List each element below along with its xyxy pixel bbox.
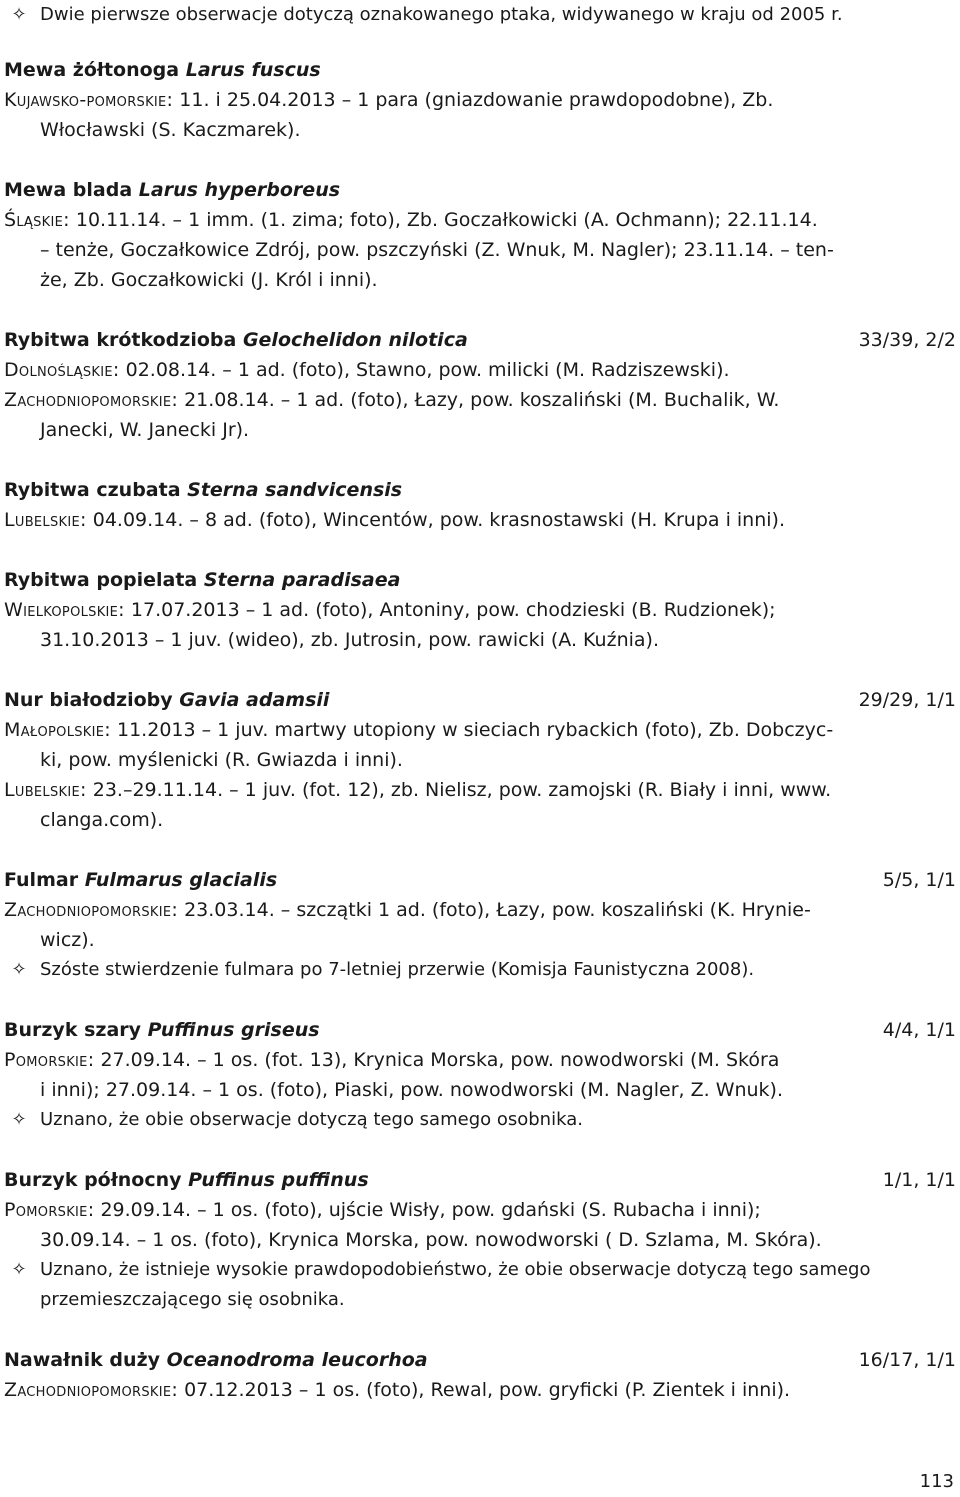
record-text: 30.09.14. – 1 os. (foto), Krynica Morska, pow. nowodworski ( D. Szlama, M. Skóra). [40, 1229, 822, 1251]
record-text: i inni); 27.09.14. – 1 os. (foto), Piaski, pow. nowodworski (M. Nagler, Z. Wnuk). [40, 1079, 784, 1101]
entry-gavia-adamsii [4, 685, 956, 835]
latin-name: Gelochelidon nilotica [242, 329, 468, 351]
region-label: Lubelskie: [4, 779, 87, 801]
record-line [4, 1195, 956, 1225]
record-text: Włocławski (S. Kaczmarek). [40, 119, 301, 141]
record-line [4, 715, 956, 745]
record-text: 07.12.2013 – 1 os. (foto), Rewal, pow. gryficki (P. Zientek i inni). [178, 1379, 791, 1401]
note-text: Szóste stwierdzenie fulmara po 7-letniej przerwie (Komisja Faunistyczna 2008). [40, 959, 755, 980]
region-label: Małopolskie: [4, 719, 111, 741]
four-pointed-star-icon: ✧ [11, 4, 27, 25]
record-counts: 33/39, 2/2 [858, 329, 956, 351]
note-line [4, 1105, 956, 1135]
common-name: Rybitwa krótkodzioba [4, 329, 237, 351]
common-name: Mewa blada [4, 179, 133, 201]
record-text: 10.11.14. – 1 imm. (1. zima; foto), Zb. Goczałkowicki (A. Ochmann); 22.11.14. [69, 209, 818, 231]
common-name: Mewa żółtonoga [4, 59, 180, 81]
note-line [4, 1285, 956, 1315]
species-heading [4, 1015, 956, 1045]
entry-sterna-paradisaea [4, 565, 956, 655]
record-line [4, 355, 956, 385]
common-name: Burzyk północny [4, 1169, 182, 1191]
note-text: Uznano, że istnieje wysokie prawdopodobieństwo, że obie obserwacje dotyczą tego samego [40, 1259, 871, 1280]
species-heading [4, 175, 956, 205]
latin-name: Sterna paradisaea [203, 569, 401, 591]
record-counts: 29/29, 1/1 [858, 689, 956, 711]
note-text: przemieszczającego się osobnika. [40, 1289, 345, 1310]
species-heading [4, 565, 956, 595]
latin-name: Larus fuscus [185, 59, 321, 81]
record-line [4, 1225, 956, 1255]
species-heading [4, 865, 956, 895]
four-pointed-star-icon: ✧ [11, 959, 27, 980]
record-line [4, 1075, 956, 1105]
record-text: – tenże, Goczałkowice Zdrój, pow. pszczyński (Z. Wnuk, M. Nagler); 23.11.14. – ten- [40, 239, 834, 261]
record-text: 23.–29.11.14. – 1 juv. (fot. 12), zb. Nielisz, pow. zamojski (R. Biały i inni, www. [86, 779, 832, 801]
region-label: Dolnośląskie: [4, 359, 120, 381]
latin-name: Sterna sandvicensis [187, 479, 403, 501]
record-line [4, 775, 956, 805]
latin-name: Oceanodroma leucorhoa [166, 1349, 428, 1371]
record-text: 02.08.14. – 1 ad. (foto), Stawno, pow. milicki (M. Radziszewski). [119, 359, 730, 381]
region-label: Zachodniopomorskie: [4, 899, 179, 921]
record-line [4, 505, 956, 535]
region-label: Lubelskie: [4, 509, 87, 531]
record-text: wicz). [40, 929, 95, 951]
record-text: 27.09.14. – 1 os. (fot. 13), Krynica Morska, pow. nowodworski (M. Skóra [94, 1049, 780, 1071]
entry-larus-hyperboreus [4, 175, 956, 295]
record-text: 31.10.2013 – 1 juv. (wideo), zb. Jutrosin, pow. rawicki (A. Kuźnia). [40, 629, 659, 651]
common-name: Nur białodzioby [4, 689, 173, 711]
record-line [4, 205, 956, 235]
entry-sterna-sandvicensis [4, 475, 956, 535]
record-line [4, 85, 956, 115]
record-line [4, 265, 956, 295]
record-line [4, 805, 956, 835]
record-line [4, 385, 956, 415]
region-label: Kujawsko-pomorskie: [4, 89, 174, 111]
note-line [4, 1255, 956, 1285]
record-counts: 1/1, 1/1 [882, 1169, 956, 1191]
record-counts: 5/5, 1/1 [882, 869, 956, 891]
entry-puffinus-puffinus [4, 1165, 956, 1315]
record-counts: 16/17, 1/1 [858, 1349, 956, 1371]
record-text: 11. i 25.04.2013 – 1 para (gniazdowanie prawdopodobne), Zb. [173, 89, 774, 111]
note-line [4, 0, 956, 30]
record-text: 17.07.2013 – 1 ad. (foto), Antoniny, pow. chodzieski (B. Rudzionek); [124, 599, 776, 621]
species-heading [4, 1345, 956, 1375]
record-text: 23.03.14. – szczątki 1 ad. (foto), Łazy, pow. koszaliński (K. Hrynie- [178, 899, 811, 921]
record-line [4, 745, 956, 775]
latin-name: Larus hyperboreus [138, 179, 341, 201]
latin-name: Puffinus griseus [147, 1019, 320, 1041]
latin-name: Puffinus puffinus [188, 1169, 369, 1191]
region-label: Zachodniopomorskie: [4, 1379, 179, 1401]
entry-oceanodroma-leucorhoa [4, 1345, 956, 1405]
region-label: Pomorskie: [4, 1199, 95, 1221]
record-counts: 4/4, 1/1 [882, 1019, 956, 1041]
record-text: Janecki, W. Janecki Jr). [40, 419, 250, 441]
four-pointed-star-icon: ✧ [11, 1259, 27, 1280]
record-line [4, 235, 956, 265]
note-text: Dwie pierwsze obserwacje dotyczą oznakowanego ptaka, widywanego w kraju od 2005 r. [40, 4, 843, 25]
entry-puffinus-griseus [4, 1015, 956, 1135]
record-text: 11.2013 – 1 juv. martwy utopiony w sieciach rybackich (foto), Zb. Dobczyc- [110, 719, 834, 741]
four-pointed-star-icon: ✧ [11, 1109, 27, 1130]
species-heading [4, 685, 956, 715]
record-line [4, 895, 956, 925]
page-number: 113 [919, 1471, 954, 1492]
record-text: 29.09.14. – 1 os. (foto), ujście Wisły, pow. gdański (S. Rubacha i inni); [94, 1199, 761, 1221]
entry-larus-fuscus [4, 55, 956, 145]
region-label: Pomorskie: [4, 1049, 95, 1071]
entry-fulmarus-glacialis [4, 865, 956, 985]
note-text: Uznano, że obie obserwacje dotyczą tego samego osobnika. [40, 1109, 583, 1130]
species-heading [4, 1165, 956, 1195]
region-label: Śląskie: [4, 209, 70, 231]
record-line [4, 115, 956, 145]
common-name: Nawałnik duży [4, 1349, 161, 1371]
latin-name: Fulmarus glacialis [84, 869, 278, 891]
common-name: Burzyk szary [4, 1019, 142, 1041]
common-name: Fulmar [4, 869, 79, 891]
species-heading [4, 475, 956, 505]
top-note-block [4, 0, 956, 30]
note-line [4, 955, 956, 985]
record-line [4, 1045, 956, 1075]
entry-gelochelidon-nilotica [4, 325, 956, 445]
record-line [4, 925, 956, 955]
record-line [4, 595, 956, 625]
common-name: Rybitwa popielata [4, 569, 198, 591]
record-line [4, 1375, 956, 1405]
record-text: clanga.com). [40, 809, 164, 831]
record-text: ki, pow. myślenicki (R. Gwiazda i inni). [40, 749, 403, 771]
region-label: Wielkopolskie: [4, 599, 125, 621]
region-label: Zachodniopomorskie: [4, 389, 179, 411]
record-text: 04.09.14. – 8 ad. (foto), Wincentów, pow. krasnostawski (H. Krupa i inni). [86, 509, 785, 531]
record-text: że, Zb. Goczałkowicki (J. Król i inni). [40, 269, 378, 291]
record-line [4, 625, 956, 655]
latin-name: Gavia adamsii [179, 689, 330, 711]
record-line [4, 415, 956, 445]
species-heading [4, 325, 956, 355]
species-heading [4, 55, 956, 85]
common-name: Rybitwa czubata [4, 479, 181, 501]
record-text: 21.08.14. – 1 ad. (foto), Łazy, pow. koszaliński (M. Buchalik, W. [178, 389, 780, 411]
